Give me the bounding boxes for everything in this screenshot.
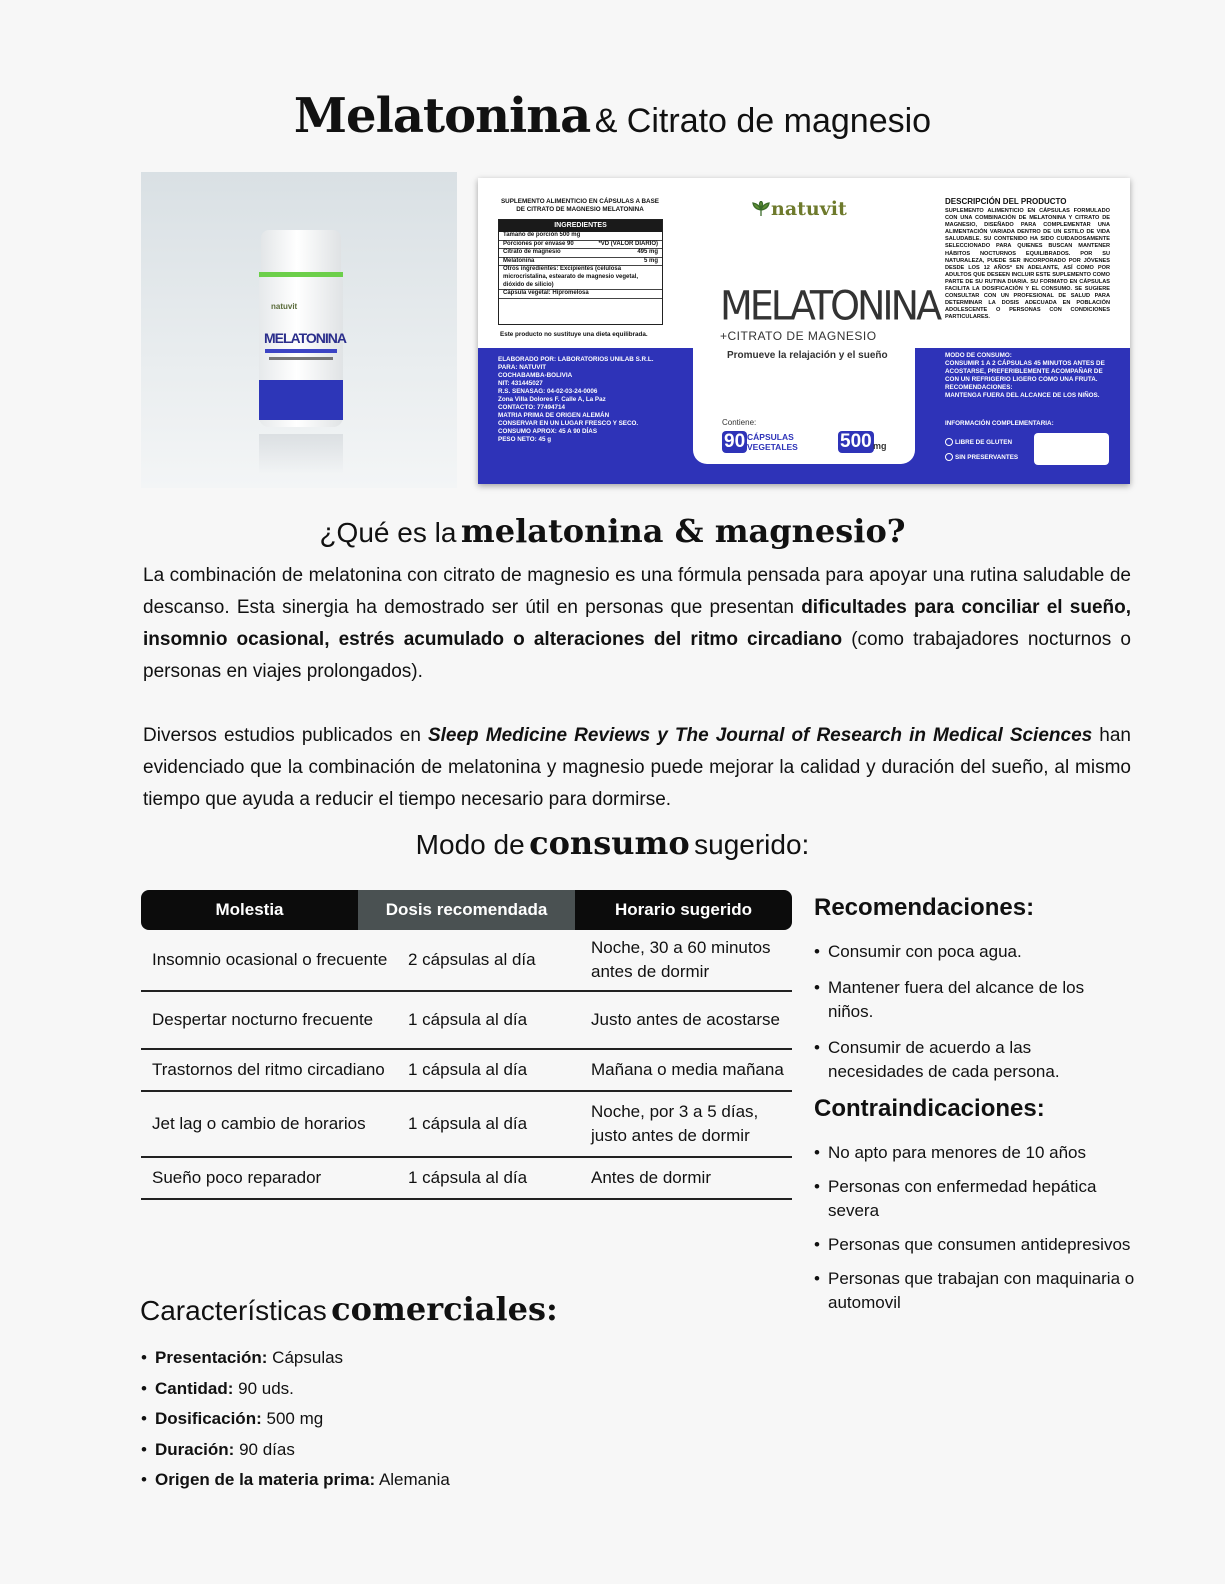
title-main: Melatonina — [293, 88, 591, 144]
ingredient-value: *VD (VALOR DIARIO) — [598, 240, 658, 247]
desc-header: DESCRIPCIÓN DEL PRODUCTO — [945, 197, 1067, 206]
info-header: INFORMACIÓN COMPLEMENTARIA: — [945, 420, 1054, 427]
label-contains: Contiene: — [722, 418, 757, 427]
caracteristica-key: Duración: — [155, 1439, 235, 1459]
cell-horario: Noche, 30 a 60 minutos antes de dormir — [591, 938, 771, 981]
cell-horario: Antes de dormir — [591, 1168, 711, 1187]
caracteristica-item — [141, 1465, 450, 1496]
maker-line: CONTACTO: 77494714 — [498, 404, 565, 411]
maker-line: MATRIA PRIMA DE ORIGEN ALEMÁN — [498, 412, 610, 419]
label-note: Este producto no sustituye una dieta equilibrada. — [500, 331, 648, 338]
table-header — [141, 890, 792, 930]
caracteristica-key: Origen de la materia prima: — [155, 1470, 376, 1489]
table-row — [141, 1092, 792, 1158]
brand-name: natuvit — [771, 198, 847, 220]
cell-molestia: Sueño poco reparador — [152, 1168, 322, 1187]
modo-line: MODO DE CONSUMO: — [945, 352, 1012, 359]
maker-line: Zona Villa Dolores F. Calle A, La Paz — [498, 396, 606, 403]
maker-line: PARA: NATUVIT — [498, 364, 547, 371]
caracteristica-value: 90 uds. — [238, 1378, 294, 1398]
contraindicaciones-title: Contraindicaciones: — [814, 1095, 1045, 1122]
header-horario: Horario sugerido — [575, 890, 792, 930]
desc-text: SUPLEMENTO ALIMENTICIO EN CÁPSULAS FORMULADO CON UNA COMBINACIÓN DE MELATONINA Y CITRATO DE MAGNESIO, DISEÑADO PARA COMPLEMENTAR UNA ALIMENTACIÓN VARIADA DENTRO DE UN ESTILO DE VIDA SALUDABLE. SU CONTENIDO HA SIDO CUIDADOSAMENTE SELECCIONADO PARA QUIENES BUSCAN MANTENER HÁBITOS NOCTURNOS EQUILIBRADOS. POR SU NATURALEZA, PUEDE SER INCORPORADO POR JÓVENES DESDE LOS 12 AÑOS* EN ADELANTE, ASÍ COMO POR ADULTOS QUE DESEEN INCLUIR ESTE SUPLEMENTO COMO PARTE DE SU RUTINA DIARIA. SU FORMATO EN CÁPSULAS FACILITA LA DOSIFICACIÓN Y EL CONSUMO. SE SUGIERE CONSULTAR CON UN PROFESIONAL DE SALUD PARA DETERMINAR LA DOSIS ADECUADA EN POBLACIÓN ADOLESCENTE O PERSONAS CON CONDICIONES PARTICULARES. — [945, 208, 1110, 321]
section-que: ¿Qué es la melatonina & magnesio? — [319, 512, 906, 550]
no-preservatives: SIN PRESERVANTES — [945, 453, 1018, 462]
cell-dosis: 1 cápsula al día — [408, 1010, 528, 1029]
recomendaciones — [814, 894, 1114, 1096]
product-label — [478, 178, 1130, 484]
recomendacion-item: • Mantener fuera del alcance de los niños. — [814, 976, 1114, 1024]
paragraph-1: La combinación de melatonina con citrato de magnesio es una fórmula pensada para apoyar una rutina saludable de descanso. Esta sinergia ha demostrado ser útil en personas que presentan dificultades para conciliar el sueño, insomnio ocasional, estrés acumulado o alteraciones del ritmo circadiano (como trabajadores nocturnos o personas en viajes prolongados). — [143, 565, 1131, 682]
ingredient-value: 5 mg — [643, 257, 658, 264]
maker-line: CONSUMO APROX: 45 A 90 DÍAS — [498, 428, 598, 435]
caracteristica-value: Alemania — [378, 1470, 450, 1489]
contraindicacion-item: • Personas que consumen antidepresivos — [814, 1233, 1144, 1257]
modo-line: MANTENGA FUERA DEL ALCANCE DE LOS NIÑOS. — [945, 392, 1100, 399]
title-rest: & Citrato de magnesio — [594, 102, 932, 140]
cell-dosis: 2 cápsulas al día — [408, 950, 536, 969]
bottle-brand: natuvit — [271, 302, 298, 311]
page-title — [0, 88, 1225, 144]
label-product-name: MELATONINA — [720, 282, 940, 330]
ingredient-name: Otros ingredientes: Excipientes (celulosa microcristalina, estearato de magnesio vegetal, dióxido de silicio) — [503, 266, 639, 288]
label-dose-unit: mg — [873, 441, 887, 451]
natuvit-logo — [751, 198, 847, 220]
table-row — [141, 992, 792, 1050]
caracteristica-item — [141, 1435, 450, 1466]
label-promo: Promueve la relajación y el sueño — [727, 350, 888, 361]
section-caracteristicas: Características comerciales: — [140, 1290, 558, 1328]
caracteristica-key: Presentación: — [155, 1348, 268, 1367]
lot-box — [1034, 433, 1109, 465]
ingredients-header: INGREDIENTES — [499, 220, 662, 232]
gluten-icon — [945, 438, 953, 446]
cell-molestia: Jet lag o cambio de horarios — [152, 1114, 366, 1133]
cell-molestia: Insomnio ocasional o frecuente — [152, 950, 388, 969]
caracteristica-value: Cápsulas — [272, 1348, 344, 1367]
ingredient-row — [499, 241, 662, 250]
maker-line: PESO NETO: 45 g — [498, 436, 552, 443]
label-count: 90 — [724, 431, 746, 452]
maker-line: NIT: 431445027 — [498, 380, 543, 387]
ingredient-row — [499, 232, 662, 241]
maker-line: COCHABAMBA-BOLIVIA — [498, 372, 573, 379]
table-row — [141, 1050, 792, 1092]
bottle-image — [259, 230, 347, 430]
maker-info — [498, 356, 688, 444]
cell-molestia: Trastornos del ritmo circadiano — [152, 1060, 385, 1079]
ingredient-name: Citrato de magnesio — [503, 249, 561, 256]
cell-dosis: 1 cápsula al día — [408, 1114, 528, 1133]
modo-line: CONSUMIR 1 A 2 CÁPSULAS 45 MINUTOS ANTES DE ACOSTARSE, PREFERIBLEMENTE ACOMPAÑAR DE CON UN REFRIGERIO LIGERO COMO UNA FRUTA. — [945, 360, 1105, 383]
caracteristica-item — [141, 1343, 450, 1374]
caracteristica-key: Dosificación: — [155, 1409, 262, 1428]
gluten-free: LIBRE DE GLUTEN — [945, 438, 1012, 447]
label-product-sub: +CITRATO DE MAGNESIO — [720, 329, 877, 343]
cell-dosis: 1 cápsula al día — [408, 1060, 528, 1079]
contraindicacion-item: • Personas con enfermedad hepática severa — [814, 1175, 1144, 1223]
paragraph-2: Diversos estudios publicados en Sleep Medicine Reviews y The Journal of Research in Medical Sciences han evidenciado que la combinación de melatonina y magnesio puede mejorar la calidad y duración del sueño, al mismo tiempo que ayuda a reducir el tiempo necesario para dormirse. — [143, 725, 1131, 810]
contraindicacion-item: • No apto para menores de 10 años — [814, 1141, 1144, 1165]
contraindicaciones — [814, 1095, 1144, 1325]
contraindicacion-item: • Personas que trabajan con maquinaria o automovil — [814, 1267, 1144, 1315]
label-modo — [945, 352, 1115, 400]
bottle-name: MELATONINA — [264, 330, 347, 346]
caracteristicas-list — [141, 1343, 450, 1496]
caracteristica-value: 500 mg — [266, 1409, 324, 1428]
section-modo: Modo de consumo sugerido: — [415, 824, 810, 862]
ingredient-row — [499, 266, 662, 290]
maker-line: CONSERVAR EN UN LUGAR FRESCO Y SECO. — [498, 420, 639, 427]
label-dose: 500 — [840, 431, 872, 452]
label-supplement-line: SUPLEMENTO ALIMENTICIO EN CÁPSULAS A BASE DE CITRATO DE MAGNESIO MELATONINA — [500, 198, 659, 213]
cell-horario: Justo antes de acostarse — [591, 1010, 781, 1029]
header-molestia: Molestia — [141, 890, 358, 930]
product-photo — [141, 172, 457, 488]
maker-line: ELABORADO POR: LABORATORIOS UNILAB S.R.L. — [498, 356, 654, 363]
ingredients-box — [498, 219, 663, 325]
ingredient-name: Tamaño de porción 500 mg — [503, 232, 581, 238]
caracteristica-item — [141, 1374, 450, 1405]
ingredient-row — [499, 290, 662, 299]
ingredient-name: Porciones por envase 90 — [503, 240, 574, 247]
cell-molestia: Despertar nocturno frecuente — [152, 1010, 374, 1029]
caracteristica-item — [141, 1404, 450, 1435]
cell-dosis: 1 cápsula al día — [408, 1168, 528, 1187]
cell-horario: Noche, por 3 a 5 días, justo antes de dormir — [591, 1102, 759, 1145]
recomendacion-item: • Consumir con poca agua. — [814, 940, 1114, 964]
label-capsule-text: CÁPSULAS VEGETALES — [747, 432, 798, 452]
leaf-icon — [751, 201, 771, 217]
recomendacion-item: • Consumir de acuerdo a las necesidades de cada persona. — [814, 1036, 1114, 1084]
dosage-table — [141, 890, 792, 1200]
preservative-icon — [945, 453, 953, 461]
cell-horario: Mañana o media mañana — [591, 1060, 784, 1079]
caracteristica-value: 90 días — [239, 1439, 295, 1459]
ingredient-value: 495 mg — [637, 249, 658, 256]
ingredient-name: Cápsula vegetal: Hipromelosa — [503, 290, 589, 297]
maker-line: R.S. SENASAG: 04-02-03-24-0006 — [498, 388, 598, 395]
caracteristica-key: Cantidad: — [155, 1378, 234, 1398]
recomendaciones-title: Recomendaciones: — [814, 894, 1035, 921]
table-row — [141, 930, 792, 992]
modo-line: RECOMENDACIONES: — [945, 384, 1013, 391]
header-dosis: Dosis recomendada — [358, 890, 575, 930]
ingredient-row — [499, 249, 662, 258]
ingredient-name: Melatonina — [503, 257, 535, 264]
table-row — [141, 1158, 792, 1200]
ingredient-row — [499, 258, 662, 267]
